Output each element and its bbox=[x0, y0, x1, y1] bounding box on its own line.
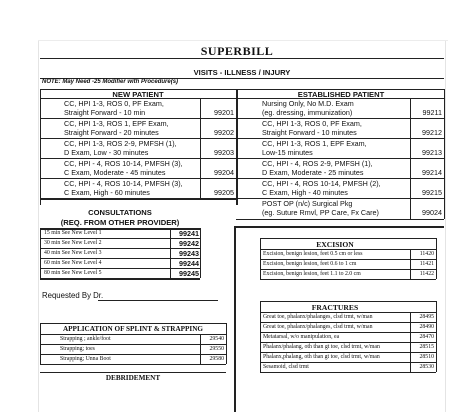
new-patient-desc-line2: C Exam, Moderate - 45 minutes bbox=[64, 168, 166, 177]
cpt-code: 29540 bbox=[209, 336, 224, 342]
splint-label: Strapping ; ankle/foot bbox=[60, 336, 111, 342]
visits-section-header: VISITS - ILLNESS / INJURY bbox=[193, 68, 291, 77]
new-patient-desc-line1: CC, HPI - 4, ROS 10-14, PMFSH (3), bbox=[64, 159, 183, 168]
new-patient-desc-line1: CC, HPI 1-3, ROS 2-9, PMFSH (1), bbox=[64, 139, 177, 148]
excision-label: Excision, benign lesion, feet 0.6 to 1 cm bbox=[263, 261, 357, 267]
fracture-label: Great toe, phalanx/phalanges, clsd trmt, w/man bbox=[263, 324, 373, 330]
cpt-code: 99244 bbox=[179, 259, 199, 268]
new-patient-desc-line1: CC, HPI - 4, ROS 10-14, PMFSH (3), bbox=[64, 179, 183, 188]
new-patient-desc-line2: Straight Forward - 20 minutes bbox=[64, 128, 159, 137]
cpt-code: 99024 bbox=[422, 208, 442, 217]
established-desc-line1: CC, HPI - 4, ROS 2-9, PMFSH (1), bbox=[262, 159, 373, 168]
new-patient-desc-line1: CC, HPI 1-3, ROS 1, EPF Exam, bbox=[64, 119, 169, 128]
new-patient-desc-line2: C Exam, High - 60 minutes bbox=[64, 188, 150, 197]
consult-level-label: 15 min See New Level 1 bbox=[44, 230, 102, 236]
established-desc-line2: (eg. Suture Rmvl, PP Care, Fx Care) bbox=[262, 208, 379, 217]
cpt-code: 11420 bbox=[419, 251, 434, 257]
excision-label: Excision, benign lesion, feet 1.1 to 2.0 cm bbox=[263, 271, 361, 277]
new-patient-desc-line1: CC, HPI 1-3, ROS 0, PF Exam, bbox=[64, 99, 164, 108]
consultations-subheader: (REQ. FROM OTHER PROVIDER) bbox=[60, 218, 180, 227]
new-patient-desc-line2: Straight Forward - 10 min bbox=[64, 108, 146, 117]
cpt-code: 99213 bbox=[422, 148, 442, 157]
consultations-header: CONSULTATIONS bbox=[88, 208, 152, 217]
fracture-label: Phalanx/phalang, oth than gt toe, clsd trmt, w/man bbox=[263, 344, 380, 350]
splint-label: Strapping; Unna Boot bbox=[60, 356, 111, 362]
fracture-label: Metatarsal, w/o manipulation, ea bbox=[263, 334, 340, 340]
established-desc-line1: CC, HPI 1-3, ROS 1, EPF Exam, bbox=[262, 139, 367, 148]
cpt-code: 99215 bbox=[422, 188, 442, 197]
established-patient-header: ESTABLISHED PATIENT bbox=[297, 90, 385, 99]
fracture-label: Sesamoid, clsd trmt bbox=[263, 364, 309, 370]
cpt-code: 28530 bbox=[419, 364, 434, 370]
consult-level-label: 80 min See New Level 5 bbox=[44, 270, 102, 276]
splint-strapping-header: APPLICATION OF SPLINT & STRAPPING bbox=[62, 325, 204, 333]
debridement-header: DEBRIDEMENT bbox=[105, 374, 161, 382]
cpt-code: 28490 bbox=[419, 324, 434, 330]
cpt-code: 99203 bbox=[214, 148, 234, 157]
title-rule bbox=[40, 58, 444, 59]
cpt-code: 99202 bbox=[214, 128, 234, 137]
cpt-code: 99242 bbox=[179, 239, 199, 248]
cpt-code: 99204 bbox=[214, 168, 234, 177]
new-patient-header: NEW PATIENT bbox=[112, 90, 164, 99]
fracture-label: Great toe, phalanx/phalanges, clsd trmt, w/man bbox=[263, 314, 373, 320]
new-patient-desc-line2: D Exam, Low - 30 minutes bbox=[64, 148, 149, 157]
cpt-code: 99212 bbox=[422, 128, 442, 137]
requested-by-line[interactable] bbox=[98, 300, 218, 301]
fractures-header: FRACTURES bbox=[311, 303, 359, 312]
established-desc-line1: CC, HPI 1-3, ROS 0, PF Exam, bbox=[262, 119, 362, 128]
cpt-code: 99241 bbox=[179, 229, 199, 238]
consult-level-label: 30 min See New Level 2 bbox=[44, 240, 102, 246]
established-desc-line2: Straight Forward - 10 minutes bbox=[262, 128, 357, 137]
cpt-code: 11421 bbox=[419, 261, 434, 267]
established-desc-line1: CC, HPI - 4, ROS 10-14, PMFSH (2), bbox=[262, 179, 381, 188]
established-desc-line2: (eg. dressing, immunization) bbox=[262, 108, 353, 117]
established-desc-line2: C Exam, High - 40 minutes bbox=[262, 188, 348, 197]
excision-header: EXCISION bbox=[316, 240, 354, 249]
excision-label: Excision, benign lesion, feet 0.5 cm or less bbox=[263, 251, 363, 257]
cpt-code: 29550 bbox=[209, 346, 224, 352]
splint-label: Strapping; toes bbox=[60, 346, 95, 352]
cpt-code: 99201 bbox=[214, 108, 234, 117]
cpt-code: 28510 bbox=[419, 354, 434, 360]
modifier-note: NOTE: May Need -25 Modifier with Procedure(s) bbox=[42, 79, 179, 85]
established-desc-line2: D Exam, Moderate - 25 minutes bbox=[262, 168, 364, 177]
cpt-code: 11422 bbox=[419, 271, 434, 277]
page-title: SUPERBILL bbox=[200, 44, 274, 58]
cpt-code: 99214 bbox=[422, 168, 442, 177]
cpt-code: 99243 bbox=[179, 249, 199, 258]
consult-level-label: 40 min See New Level 3 bbox=[44, 250, 102, 256]
established-desc-line2: Low-15 minutes bbox=[262, 148, 313, 157]
requested-by-label: Requested By Dr. bbox=[42, 291, 104, 300]
consult-level-label: 60 min See New Level 4 bbox=[44, 260, 102, 266]
fracture-label: Phalanx,phalang, oth than gt toe, clsd trmt, w/man bbox=[263, 354, 380, 360]
cpt-code: 28495 bbox=[419, 314, 434, 320]
cpt-code: 99245 bbox=[179, 269, 199, 278]
established-desc-line1: Nursing Only, No M.D. Exam bbox=[262, 99, 354, 108]
cpt-code: 28470 bbox=[419, 334, 434, 340]
cpt-code: 29580 bbox=[209, 356, 224, 362]
cpt-code: 99211 bbox=[422, 108, 442, 117]
cpt-code: 28515 bbox=[419, 344, 434, 350]
cpt-code: 99205 bbox=[214, 188, 234, 197]
established-desc-line1: POST OP (n/c) Surgical Pkg bbox=[262, 199, 353, 208]
